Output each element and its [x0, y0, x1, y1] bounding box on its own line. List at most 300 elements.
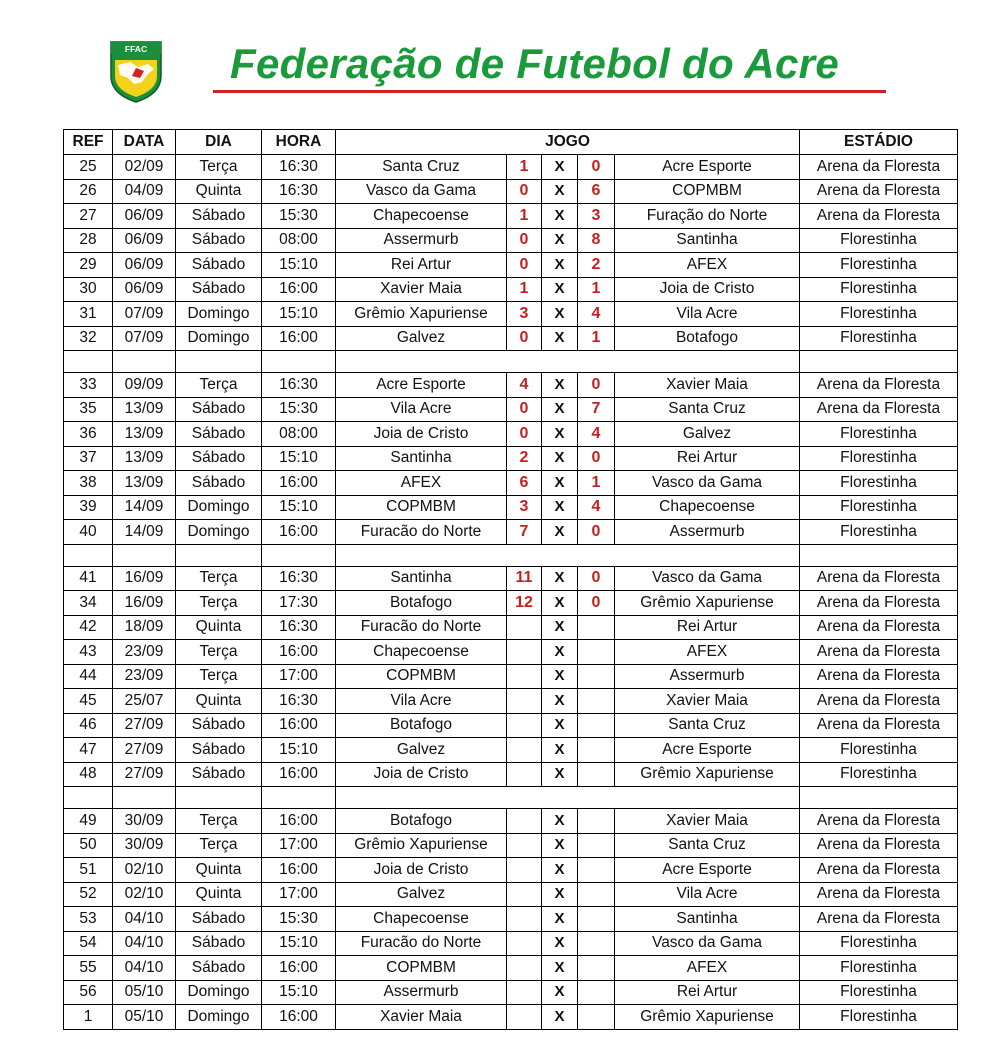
date-cell: 30/09 [113, 833, 176, 858]
time-cell: 16:00 [262, 277, 336, 302]
versus-cell: X [542, 640, 578, 665]
away-score-cell: 4 [578, 422, 615, 447]
home-score-cell: 1 [507, 277, 542, 302]
table-row [64, 956, 958, 981]
ref-cell: 25 [64, 155, 113, 180]
home-team-cell: Joia de Cristo [336, 762, 507, 787]
table-row [64, 302, 958, 327]
empty-cell [64, 351, 113, 373]
away-score-cell: 3 [578, 204, 615, 229]
title-underline [213, 90, 886, 93]
away-team-cell: Xavier Maia [615, 809, 800, 834]
away-team-cell: Rei Artur [615, 980, 800, 1005]
table-row [64, 520, 958, 545]
versus-cell: X [542, 302, 578, 327]
versus-cell: X [542, 495, 578, 520]
home-team-cell: Furacão do Norte [336, 520, 507, 545]
stadium-cell: Florestinha [800, 326, 958, 351]
ref-cell: 36 [64, 422, 113, 447]
versus-cell: X [542, 956, 578, 981]
table-row [64, 713, 958, 738]
stadium-cell: Florestinha [800, 253, 958, 278]
time-cell: 16:30 [262, 566, 336, 591]
versus-cell: X [542, 833, 578, 858]
versus-cell: X [542, 907, 578, 932]
home-team-cell: Furacão do Norte [336, 931, 507, 956]
away-score-cell: 4 [578, 495, 615, 520]
time-cell: 15:10 [262, 253, 336, 278]
col-hora-header: HORA [262, 130, 336, 155]
date-cell: 04/09 [113, 179, 176, 204]
stadium-cell: Arena da Floresta [800, 615, 958, 640]
time-cell: 15:30 [262, 204, 336, 229]
home-score-cell: 0 [507, 179, 542, 204]
stadium-cell: Florestinha [800, 980, 958, 1005]
ref-cell: 32 [64, 326, 113, 351]
ref-cell: 41 [64, 566, 113, 591]
day-cell: Terça [176, 664, 262, 689]
time-cell: 15:30 [262, 907, 336, 932]
home-score-cell: 0 [507, 253, 542, 278]
away-score-cell: 0 [578, 591, 615, 616]
versus-cell: X [542, 615, 578, 640]
home-score-cell: 0 [507, 326, 542, 351]
away-team-cell: Acre Esporte [615, 858, 800, 883]
versus-cell: X [542, 204, 578, 229]
day-cell: Sábado [176, 907, 262, 932]
versus-cell: X [542, 980, 578, 1005]
day-cell: Terça [176, 591, 262, 616]
date-cell: 16/09 [113, 591, 176, 616]
day-cell: Domingo [176, 520, 262, 545]
away-score-cell [578, 833, 615, 858]
time-cell: 16:30 [262, 373, 336, 398]
table-row [64, 373, 958, 398]
ref-cell: 44 [64, 664, 113, 689]
home-team-cell: Vila Acre [336, 689, 507, 714]
versus-cell: X [542, 397, 578, 422]
home-score-cell [507, 738, 542, 763]
home-score-cell: 0 [507, 397, 542, 422]
stadium-cell: Arena da Floresta [800, 397, 958, 422]
day-cell: Terça [176, 640, 262, 665]
day-cell: Sábado [176, 422, 262, 447]
away-team-cell: Vasco da Gama [615, 566, 800, 591]
home-team-cell: Xavier Maia [336, 277, 507, 302]
away-team-cell: Rei Artur [615, 615, 800, 640]
away-team-cell: Santa Cruz [615, 833, 800, 858]
away-score-cell: 8 [578, 228, 615, 253]
date-cell: 25/07 [113, 689, 176, 714]
ref-cell: 52 [64, 882, 113, 907]
table-row [64, 931, 958, 956]
day-cell: Terça [176, 833, 262, 858]
day-cell: Terça [176, 809, 262, 834]
ref-cell: 26 [64, 179, 113, 204]
table-row [64, 591, 958, 616]
home-team-cell: Santinha [336, 566, 507, 591]
home-score-cell [507, 809, 542, 834]
home-team-cell: Acre Esporte [336, 373, 507, 398]
home-team-cell: COPMBM [336, 664, 507, 689]
date-cell: 13/09 [113, 422, 176, 447]
time-cell: 08:00 [262, 422, 336, 447]
empty-cell [176, 544, 262, 566]
empty-cell [176, 787, 262, 809]
away-score-cell: 0 [578, 566, 615, 591]
away-score-cell [578, 1005, 615, 1030]
time-cell: 15:10 [262, 738, 336, 763]
date-cell: 23/09 [113, 664, 176, 689]
day-cell: Terça [176, 373, 262, 398]
time-cell: 15:10 [262, 980, 336, 1005]
date-cell: 14/09 [113, 495, 176, 520]
stadium-cell: Florestinha [800, 302, 958, 327]
home-score-cell [507, 956, 542, 981]
time-cell: 08:00 [262, 228, 336, 253]
away-team-cell: Santa Cruz [615, 397, 800, 422]
home-team-cell: Grêmio Xapuriense [336, 302, 507, 327]
home-score-cell: 1 [507, 204, 542, 229]
page-title: Federação de Futebol do Acre [230, 40, 839, 87]
table-row [64, 762, 958, 787]
stadium-cell: Arena da Floresta [800, 566, 958, 591]
versus-cell: X [542, 591, 578, 616]
time-cell: 16:00 [262, 520, 336, 545]
away-score-cell [578, 738, 615, 763]
away-team-cell: Santinha [615, 907, 800, 932]
col-dia-header: DIA [176, 130, 262, 155]
day-cell: Domingo [176, 302, 262, 327]
ref-cell: 47 [64, 738, 113, 763]
date-cell: 06/09 [113, 204, 176, 229]
home-score-cell [507, 762, 542, 787]
away-score-cell: 6 [578, 179, 615, 204]
day-cell: Domingo [176, 1005, 262, 1030]
versus-cell: X [542, 155, 578, 180]
ffac-crest-icon [108, 38, 164, 104]
table-header-row [64, 130, 958, 155]
away-team-cell: Botafogo [615, 326, 800, 351]
stadium-cell: Florestinha [800, 422, 958, 447]
away-score-cell: 7 [578, 397, 615, 422]
away-score-cell [578, 664, 615, 689]
home-team-cell: Chapecoense [336, 204, 507, 229]
date-cell: 04/10 [113, 956, 176, 981]
ref-cell: 28 [64, 228, 113, 253]
date-cell: 27/09 [113, 762, 176, 787]
away-team-cell: AFEX [615, 253, 800, 278]
versus-cell: X [542, 738, 578, 763]
stadium-cell: Arena da Floresta [800, 809, 958, 834]
away-team-cell: COPMBM [615, 179, 800, 204]
time-cell: 15:10 [262, 931, 336, 956]
ref-cell: 45 [64, 689, 113, 714]
date-cell: 16/09 [113, 566, 176, 591]
versus-cell: X [542, 566, 578, 591]
col-estadio-header: ESTÁDIO [800, 130, 958, 155]
time-cell: 16:30 [262, 615, 336, 640]
date-cell: 13/09 [113, 446, 176, 471]
away-score-cell [578, 809, 615, 834]
date-cell: 09/09 [113, 373, 176, 398]
date-cell: 05/10 [113, 1005, 176, 1030]
table-row [64, 907, 958, 932]
home-team-cell: Joia de Cristo [336, 422, 507, 447]
away-score-cell: 2 [578, 253, 615, 278]
away-score-cell [578, 615, 615, 640]
time-cell: 16:30 [262, 155, 336, 180]
date-cell: 13/09 [113, 471, 176, 496]
stadium-cell: Florestinha [800, 277, 958, 302]
stadium-cell: Florestinha [800, 495, 958, 520]
table-row [64, 809, 958, 834]
stadium-cell: Florestinha [800, 228, 958, 253]
away-score-cell: 1 [578, 471, 615, 496]
ref-cell: 42 [64, 615, 113, 640]
home-score-cell: 6 [507, 471, 542, 496]
home-score-cell: 2 [507, 446, 542, 471]
home-team-cell: Assermurb [336, 980, 507, 1005]
versus-cell: X [542, 228, 578, 253]
col-data-header: DATA [113, 130, 176, 155]
date-cell: 02/10 [113, 882, 176, 907]
date-cell: 06/09 [113, 277, 176, 302]
day-cell: Quinta [176, 179, 262, 204]
away-team-cell: Vasco da Gama [615, 931, 800, 956]
ref-cell: 38 [64, 471, 113, 496]
home-team-cell: Galvez [336, 882, 507, 907]
versus-cell: X [542, 664, 578, 689]
home-team-cell: Botafogo [336, 713, 507, 738]
empty-cell [113, 544, 176, 566]
home-score-cell [507, 858, 542, 883]
stadium-cell: Arena da Floresta [800, 373, 958, 398]
ref-cell: 46 [64, 713, 113, 738]
away-team-cell: Acre Esporte [615, 155, 800, 180]
away-team-cell: AFEX [615, 640, 800, 665]
empty-cell [176, 351, 262, 373]
date-cell: 13/09 [113, 397, 176, 422]
day-cell: Sábado [176, 956, 262, 981]
date-cell: 18/09 [113, 615, 176, 640]
day-cell: Sábado [176, 713, 262, 738]
ref-cell: 55 [64, 956, 113, 981]
away-score-cell: 1 [578, 326, 615, 351]
time-cell: 17:30 [262, 591, 336, 616]
date-cell: 27/09 [113, 738, 176, 763]
spacer-row [64, 787, 958, 809]
home-score-cell: 11 [507, 566, 542, 591]
away-team-cell: Furação do Norte [615, 204, 800, 229]
home-team-cell: Chapecoense [336, 640, 507, 665]
versus-cell: X [542, 422, 578, 447]
ref-cell: 27 [64, 204, 113, 229]
stadium-cell: Arena da Floresta [800, 179, 958, 204]
away-score-cell: 0 [578, 520, 615, 545]
ref-cell: 51 [64, 858, 113, 883]
away-team-cell: Grêmio Xapuriense [615, 762, 800, 787]
ref-cell: 40 [64, 520, 113, 545]
home-score-cell: 3 [507, 302, 542, 327]
time-cell: 16:00 [262, 809, 336, 834]
time-cell: 16:00 [262, 640, 336, 665]
time-cell: 16:00 [262, 1005, 336, 1030]
empty-cell [336, 351, 800, 373]
away-score-cell [578, 762, 615, 787]
empty-cell [800, 787, 958, 809]
table-row [64, 446, 958, 471]
table-row [64, 155, 958, 180]
stadium-cell: Arena da Floresta [800, 882, 958, 907]
home-score-cell: 3 [507, 495, 542, 520]
day-cell: Sábado [176, 471, 262, 496]
away-score-cell: 1 [578, 277, 615, 302]
away-score-cell [578, 858, 615, 883]
schedule-table [63, 129, 958, 1030]
svg-text:FFAC: FFAC [124, 44, 148, 54]
time-cell: 16:00 [262, 956, 336, 981]
away-team-cell: AFEX [615, 956, 800, 981]
versus-cell: X [542, 1005, 578, 1030]
date-cell: 02/09 [113, 155, 176, 180]
table-row [64, 179, 958, 204]
away-score-cell: 0 [578, 155, 615, 180]
stadium-cell: Florestinha [800, 471, 958, 496]
away-score-cell: 0 [578, 373, 615, 398]
home-score-cell [507, 689, 542, 714]
table-row [64, 640, 958, 665]
home-team-cell: Rei Artur [336, 253, 507, 278]
table-row [64, 566, 958, 591]
ref-cell: 30 [64, 277, 113, 302]
time-cell: 16:00 [262, 326, 336, 351]
away-score-cell [578, 907, 615, 932]
versus-cell: X [542, 471, 578, 496]
date-cell: 06/09 [113, 228, 176, 253]
time-cell: 17:00 [262, 833, 336, 858]
table-row [64, 833, 958, 858]
home-team-cell: Grêmio Xapuriense [336, 833, 507, 858]
empty-cell [800, 544, 958, 566]
home-score-cell: 12 [507, 591, 542, 616]
away-score-cell [578, 956, 615, 981]
ffac-logo [108, 38, 164, 104]
away-score-cell [578, 980, 615, 1005]
ref-cell: 54 [64, 931, 113, 956]
home-team-cell: COPMBM [336, 495, 507, 520]
away-score-cell: 4 [578, 302, 615, 327]
home-score-cell [507, 640, 542, 665]
stadium-cell: Arena da Floresta [800, 689, 958, 714]
empty-cell [336, 544, 800, 566]
away-score-cell [578, 640, 615, 665]
home-team-cell: COPMBM [336, 956, 507, 981]
date-cell: 07/09 [113, 302, 176, 327]
home-score-cell [507, 833, 542, 858]
empty-cell [262, 544, 336, 566]
col-ref-header: REF [64, 130, 113, 155]
date-cell: 05/10 [113, 980, 176, 1005]
versus-cell: X [542, 809, 578, 834]
home-team-cell: Joia de Cristo [336, 858, 507, 883]
empty-cell [64, 787, 113, 809]
home-score-cell: 0 [507, 228, 542, 253]
versus-cell: X [542, 277, 578, 302]
table-row [64, 1005, 958, 1030]
day-cell: Sábado [176, 228, 262, 253]
date-cell: 07/09 [113, 326, 176, 351]
day-cell: Sábado [176, 397, 262, 422]
day-cell: Sábado [176, 204, 262, 229]
empty-cell [113, 787, 176, 809]
time-cell: 15:10 [262, 302, 336, 327]
ref-cell: 37 [64, 446, 113, 471]
stadium-cell: Florestinha [800, 520, 958, 545]
home-score-cell [507, 664, 542, 689]
away-team-cell: Santinha [615, 228, 800, 253]
away-score-cell: 0 [578, 446, 615, 471]
date-cell: 27/09 [113, 713, 176, 738]
versus-cell: X [542, 762, 578, 787]
day-cell: Sábado [176, 277, 262, 302]
stadium-cell: Arena da Floresta [800, 858, 958, 883]
ref-cell: 50 [64, 833, 113, 858]
away-team-cell: Santa Cruz [615, 713, 800, 738]
table-row [64, 326, 958, 351]
away-team-cell: Joia de Cristo [615, 277, 800, 302]
ref-cell: 33 [64, 373, 113, 398]
home-team-cell: Vasco da Gama [336, 179, 507, 204]
away-team-cell: Rei Artur [615, 446, 800, 471]
ref-cell: 1 [64, 1005, 113, 1030]
day-cell: Quinta [176, 689, 262, 714]
away-team-cell: Xavier Maia [615, 689, 800, 714]
stadium-cell: Florestinha [800, 738, 958, 763]
home-score-cell: 7 [507, 520, 542, 545]
empty-cell [262, 351, 336, 373]
home-score-cell [507, 907, 542, 932]
versus-cell: X [542, 882, 578, 907]
time-cell: 16:00 [262, 762, 336, 787]
time-cell: 16:00 [262, 858, 336, 883]
home-team-cell: Furacão do Norte [336, 615, 507, 640]
home-team-cell: Chapecoense [336, 907, 507, 932]
home-score-cell [507, 1005, 542, 1030]
table-row [64, 858, 958, 883]
away-team-cell: Assermurb [615, 520, 800, 545]
day-cell: Quinta [176, 858, 262, 883]
table-row [64, 882, 958, 907]
empty-cell [800, 351, 958, 373]
day-cell: Sábado [176, 738, 262, 763]
home-team-cell: AFEX [336, 471, 507, 496]
schedule-body [64, 155, 958, 1030]
time-cell: 16:30 [262, 689, 336, 714]
ref-cell: 39 [64, 495, 113, 520]
day-cell: Sábado [176, 762, 262, 787]
table-row [64, 495, 958, 520]
home-score-cell [507, 615, 542, 640]
time-cell: 17:00 [262, 882, 336, 907]
home-team-cell: Santinha [336, 446, 507, 471]
time-cell: 15:30 [262, 397, 336, 422]
day-cell: Domingo [176, 980, 262, 1005]
ref-cell: 49 [64, 809, 113, 834]
away-score-cell [578, 689, 615, 714]
col-jogo-header: JOGO [336, 130, 800, 155]
ref-cell: 35 [64, 397, 113, 422]
